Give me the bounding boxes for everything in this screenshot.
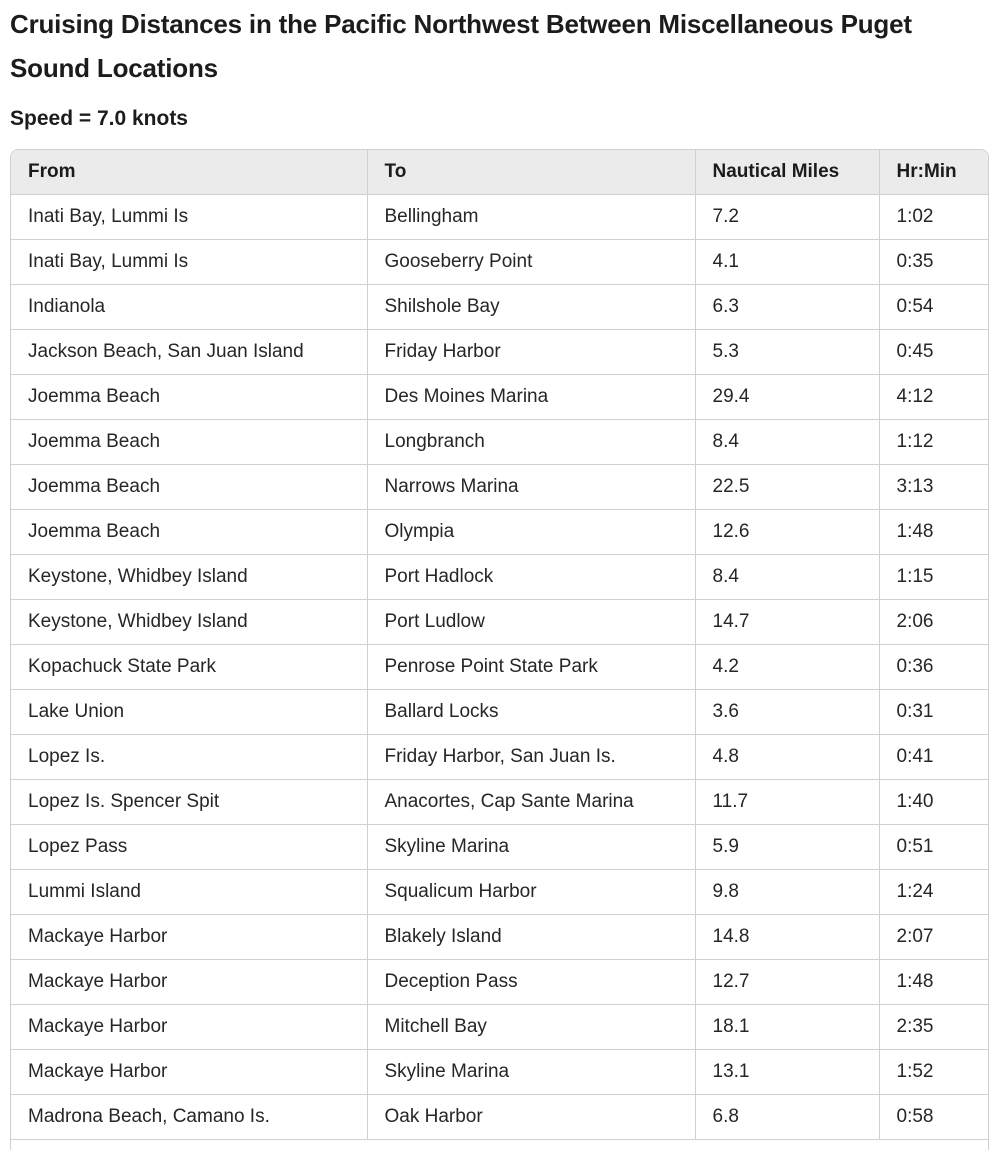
cell-nautical-miles: 12.6 xyxy=(695,510,879,555)
cell-nautical-miles: 4.1 xyxy=(695,240,879,285)
cell-to: Oak Harbor xyxy=(367,1095,695,1140)
cell-to: Bellingham xyxy=(367,195,695,240)
cell-nautical-miles: 13.1 xyxy=(695,1050,879,1095)
cell-to: Ballard Locks xyxy=(367,690,695,735)
cell-hr-min: 4:12 xyxy=(879,375,988,420)
cell-hr-min: 2:35 xyxy=(879,1005,988,1050)
cell-hr-min: 0:51 xyxy=(879,825,988,870)
cell-from: Kopachuck State Park xyxy=(11,645,367,690)
cell-hr-min: 1:15 xyxy=(879,555,988,600)
table-row xyxy=(11,780,988,825)
column-header-from: From xyxy=(11,150,367,195)
cell-from: Lopez Is. xyxy=(11,735,367,780)
cell-from: Keystone, Whidbey Island xyxy=(11,555,367,600)
cell-to: Blakely Island xyxy=(367,915,695,960)
cell-nautical-miles: 5.9 xyxy=(695,825,879,870)
cell-to: Port Ludlow xyxy=(367,600,695,645)
speed-label: Speed = 7.0 knots xyxy=(10,107,188,130)
cell-nautical-miles: 11.7 xyxy=(695,780,879,825)
cell-nautical-miles: 22.5 xyxy=(695,465,879,510)
cell-from: Keystone, Whidbey Island xyxy=(11,600,367,645)
cell-hr-min: 1:48 xyxy=(879,510,988,555)
cell-hr-min: 0:36 xyxy=(879,645,988,690)
table-row xyxy=(11,420,988,465)
cell-from: Inati Bay, Lummi Is xyxy=(11,195,367,240)
table-row xyxy=(11,195,988,240)
table-row xyxy=(11,375,988,420)
table-row xyxy=(11,915,988,960)
cell-from: Joemma Beach xyxy=(11,420,367,465)
cell-to: Skyline Marina xyxy=(367,825,695,870)
table-row xyxy=(11,465,988,510)
cell-nautical-miles: 8.4 xyxy=(695,555,879,600)
cell-nautical-miles: 6.8 xyxy=(695,1095,879,1140)
table-row xyxy=(11,285,988,330)
table-row xyxy=(11,960,988,1005)
cell-nautical-miles: 14.8 xyxy=(695,915,879,960)
cell-from: Lopez Is. Spencer Spit xyxy=(11,780,367,825)
cell-nautical-miles: 29.4 xyxy=(695,375,879,420)
table-row xyxy=(11,600,988,645)
cell-from: Lummi Island xyxy=(11,870,367,915)
cell-from: Mackaye Harbor xyxy=(11,1050,367,1095)
cell-hr-min: 2:07 xyxy=(879,915,988,960)
cell-hr-min: 0:54 xyxy=(879,285,988,330)
cell-nautical-miles: 6.3 xyxy=(695,285,879,330)
cell-nautical-miles: 7.2 xyxy=(695,195,879,240)
cell-nautical-miles: 12.7 xyxy=(695,960,879,1005)
page-title: Cruising Distances in the Pacific Northwest Between Miscellaneous Puget Sound Locations xyxy=(10,9,912,83)
cell-to: Mitchell Bay xyxy=(367,1005,695,1050)
table-row xyxy=(11,645,988,690)
cell-hr-min: 1:02 xyxy=(879,195,988,240)
cell-from: Joemma Beach xyxy=(11,510,367,555)
cell-to: Deception Pass xyxy=(367,960,695,1005)
cell-nautical-miles: 5.3 xyxy=(695,330,879,375)
cell-from: Indianola xyxy=(11,285,367,330)
cell-nautical-miles: 4.8 xyxy=(695,735,879,780)
table-row xyxy=(11,1005,988,1050)
cell-to: Longbranch xyxy=(367,420,695,465)
cell-hr-min: 1:52 xyxy=(879,1050,988,1095)
cell-nautical-miles: 9.8 xyxy=(695,870,879,915)
cell-from: Madrona Beach, Camano Is. xyxy=(11,1095,367,1140)
cell-from: Mackaye Harbor xyxy=(11,915,367,960)
cell-to: Shilshole Bay xyxy=(367,285,695,330)
cell-to: Anacortes, Cap Sante Marina xyxy=(367,780,695,825)
cell-hr-min: 1:48 xyxy=(879,960,988,1005)
cell-to: Narrows Marina xyxy=(367,465,695,510)
column-header-nautical-miles: Nautical Miles xyxy=(695,150,879,195)
table-header xyxy=(11,150,988,195)
table-row xyxy=(11,330,988,375)
table-row xyxy=(11,555,988,600)
cell-from: Jackson Beach, San Juan Island xyxy=(11,330,367,375)
cell-from: Mackaye Harbor xyxy=(11,960,367,1005)
cell-from: Joemma Beach xyxy=(11,465,367,510)
table-row xyxy=(11,870,988,915)
table-row xyxy=(11,1050,988,1095)
cell-hr-min: 1:40 xyxy=(879,780,988,825)
cell-to: Skyline Marina xyxy=(367,1050,695,1095)
cell-nautical-miles: 14.7 xyxy=(695,600,879,645)
cell-to: Squalicum Harbor xyxy=(367,870,695,915)
cell-nautical-miles: 4.2 xyxy=(695,645,879,690)
distance-table-container xyxy=(10,149,989,1150)
cell-hr-min: 1:12 xyxy=(879,420,988,465)
cell-hr-min: 0:58 xyxy=(879,1095,988,1140)
distance-table xyxy=(11,150,988,1140)
cell-hr-min: 0:45 xyxy=(879,330,988,375)
cell-hr-min: 2:06 xyxy=(879,600,988,645)
cell-to: Des Moines Marina xyxy=(367,375,695,420)
table-header-row xyxy=(11,150,988,195)
cell-from: Lopez Pass xyxy=(11,825,367,870)
table-row xyxy=(11,510,988,555)
column-header-hr-min: Hr:Min xyxy=(879,150,988,195)
table-row xyxy=(11,825,988,870)
cell-nautical-miles: 18.1 xyxy=(695,1005,879,1050)
table-body xyxy=(11,195,988,1140)
cell-to: Friday Harbor, San Juan Is. xyxy=(367,735,695,780)
table-row xyxy=(11,690,988,735)
cell-to: Gooseberry Point xyxy=(367,240,695,285)
cell-hr-min: 0:31 xyxy=(879,690,988,735)
cell-from: Joemma Beach xyxy=(11,375,367,420)
cell-from: Mackaye Harbor xyxy=(11,1005,367,1050)
cell-hr-min: 0:41 xyxy=(879,735,988,780)
cell-to: Port Hadlock xyxy=(367,555,695,600)
cell-nautical-miles: 3.6 xyxy=(695,690,879,735)
cell-hr-min: 1:24 xyxy=(879,870,988,915)
table-row xyxy=(11,735,988,780)
cell-from: Inati Bay, Lummi Is xyxy=(11,240,367,285)
column-header-to: To xyxy=(367,150,695,195)
cell-to: Friday Harbor xyxy=(367,330,695,375)
table-row xyxy=(11,240,988,285)
cell-hr-min: 0:35 xyxy=(879,240,988,285)
cell-nautical-miles: 8.4 xyxy=(695,420,879,465)
cell-hr-min: 3:13 xyxy=(879,465,988,510)
cell-to: Penrose Point State Park xyxy=(367,645,695,690)
table-row xyxy=(11,1095,988,1140)
cell-to: Olympia xyxy=(367,510,695,555)
cell-from: Lake Union xyxy=(11,690,367,735)
